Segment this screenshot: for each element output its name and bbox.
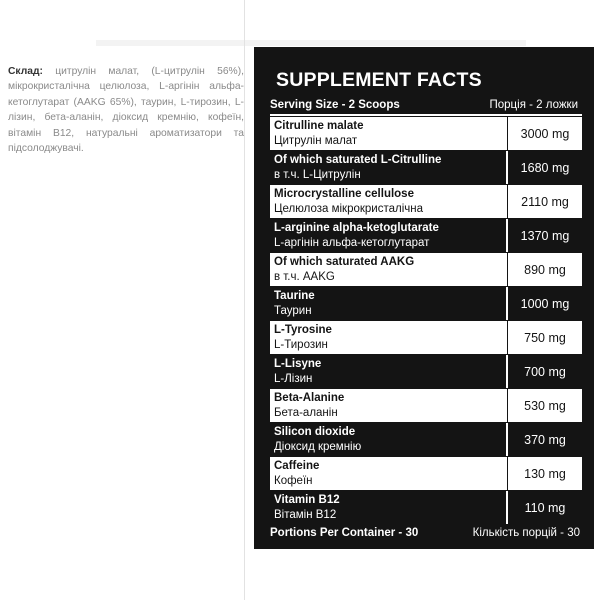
composition-text <box>8 64 244 156</box>
ingredient-name <box>270 355 507 388</box>
ingredient-name <box>270 389 507 422</box>
facts-row <box>270 422 582 456</box>
ingredient-name <box>270 457 507 490</box>
facts-row <box>270 116 582 150</box>
facts-row <box>270 150 582 184</box>
ingredient-name-en: Vitamin B12 <box>274 494 340 506</box>
ingredient-name <box>270 117 507 150</box>
ingredient-amount: 1680 mg <box>507 151 582 184</box>
ingredient-amount: 130 mg <box>507 457 582 490</box>
ingredient-name <box>270 491 507 524</box>
ingredient-name <box>270 287 507 320</box>
ingredient-name-en: Citrulline malate <box>274 120 364 132</box>
top-image-edge <box>96 40 526 46</box>
ingredient-amount: 700 mg <box>507 355 582 388</box>
ingredient-name <box>270 423 507 456</box>
facts-row <box>270 286 582 320</box>
ingredient-amount: 1000 mg <box>507 287 582 320</box>
composition-body: цитрулін малат, (L-цитрулін 56%), мікрокристалічна целюлоза, L-аргінін альфа-кетоглутарат (AAKG 65%), таурин, L-тирозин, L-лізин, бета-аланін, діоксид кремнію, кофеїн, вітамін B12, натуральні ароматизатори та підсолоджувачі. <box>8 66 244 155</box>
portions-uk: Кількість порцій - 30 <box>472 527 580 539</box>
ingredient-name-en: L-arginine alpha-ketoglutarate <box>274 222 439 234</box>
ingredient-name-en: Caffeine <box>274 460 320 472</box>
ingredient-amount: 890 mg <box>507 253 582 286</box>
facts-row <box>270 184 582 218</box>
facts-row <box>270 252 582 286</box>
ingredient-amount: 1370 mg <box>507 219 582 252</box>
ingredient-name-uk: L-аргінін альфа-кетоглутарат <box>274 237 430 249</box>
facts-row <box>270 354 582 388</box>
ingredient-name-uk: Таурин <box>274 305 312 317</box>
portions-row <box>270 522 582 544</box>
ingredient-amount: 750 mg <box>507 321 582 354</box>
ingredient-name-uk: Вітамін B12 <box>274 509 337 521</box>
ingredient-name-uk: Цитрулін малат <box>274 135 358 147</box>
ingredient-name-uk: Діоксид кремнію <box>274 441 362 453</box>
ingredient-amount: 370 mg <box>507 423 582 456</box>
ingredient-name <box>270 321 507 354</box>
ingredient-name <box>270 185 507 218</box>
portions-en: Portions Per Container - 30 <box>270 527 419 539</box>
panel-title: SUPPLEMENT FACTS <box>276 69 482 91</box>
ingredient-name-uk: L-Тирозин <box>274 339 328 351</box>
ingredient-name-uk: в т.ч. L-Цитрулін <box>274 169 361 181</box>
column-divider <box>244 0 245 600</box>
ingredient-name-en: Taurine <box>274 290 315 302</box>
serving-size-row <box>270 96 582 113</box>
ingredient-amount: 2110 mg <box>507 185 582 218</box>
ingredient-name <box>270 219 507 252</box>
ingredient-name <box>270 151 507 184</box>
facts-row <box>270 218 582 252</box>
ingredient-amount: 530 mg <box>507 389 582 422</box>
ingredient-name-uk: Целюлоза мікрокристалічна <box>274 203 423 215</box>
serving-size-uk: Порція - 2 ложки <box>489 98 578 111</box>
ingredient-name-en: Microcrystalline cellulose <box>274 188 414 200</box>
ingredient-name-en: L-Tyrosine <box>274 324 332 336</box>
ingredient-name-uk: Бета-аланін <box>274 407 338 419</box>
ingredient-name-en: Beta-Alanine <box>274 392 345 404</box>
ingredient-name-uk: Кофеїн <box>274 475 313 487</box>
ingredient-name-en: Of which saturated AAKG <box>274 256 415 268</box>
ingredient-name <box>270 253 507 286</box>
composition-label: Склад: <box>8 66 43 77</box>
facts-row <box>270 320 582 354</box>
ingredient-name-uk: L-Лізин <box>274 373 313 385</box>
ingredient-name-en: L-Lisyne <box>274 358 322 370</box>
ingredient-amount: 110 mg <box>507 491 582 524</box>
facts-row <box>270 456 582 490</box>
facts-table <box>270 116 582 524</box>
facts-row <box>270 388 582 422</box>
serving-size-en: Serving Size - 2 Scoops <box>270 98 400 111</box>
ingredient-name-en: Silicon dioxide <box>274 426 356 438</box>
supplement-facts-panel <box>254 47 594 549</box>
facts-row <box>270 490 582 524</box>
ingredient-name-en: Of which saturated L-Citrulline <box>274 154 442 166</box>
ingredient-amount: 3000 mg <box>507 117 582 150</box>
ingredient-name-uk: в т.ч. AAKG <box>274 271 335 283</box>
